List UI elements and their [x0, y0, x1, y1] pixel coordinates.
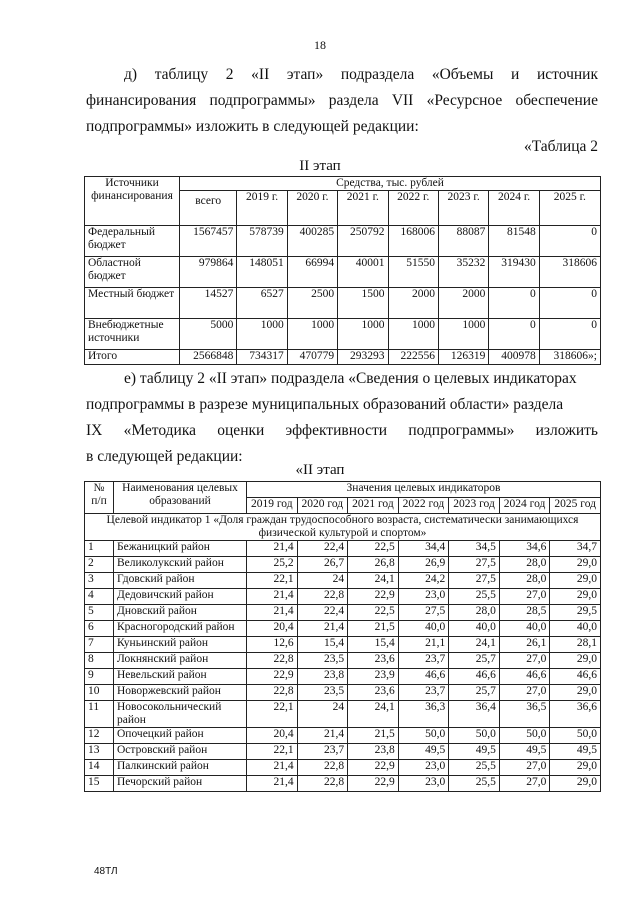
table-row	[85, 760, 601, 776]
value-cell: 22,9	[348, 589, 399, 605]
value-cell: 26,7	[297, 557, 348, 573]
year-header: 2022 г.	[388, 191, 438, 226]
value-cell: 22,1	[247, 744, 298, 760]
value-cell: 21,4	[247, 760, 298, 776]
value-cell: 6527	[237, 288, 287, 319]
value-cell: 22,4	[297, 541, 348, 557]
district-name: Невельский район	[114, 669, 247, 685]
value-cell: 15,4	[297, 637, 348, 653]
value-cell: 29,5	[550, 605, 601, 621]
value-cell: 5000	[180, 319, 237, 350]
paragraph-e	[86, 366, 598, 470]
value-cell: 1000	[438, 319, 488, 350]
table-row	[85, 728, 601, 744]
district-name: Дновский район	[114, 605, 247, 621]
district-name: Печорский район	[114, 776, 247, 792]
word: подпрограммы в разрезе муниципальных образований области» раздела	[86, 396, 564, 413]
value-cell: 27,5	[449, 557, 500, 573]
value-cell: 20,4	[247, 728, 298, 744]
value-cell: 22,9	[348, 760, 399, 776]
table-row	[85, 589, 601, 605]
value-cell: 2500	[287, 288, 337, 319]
value-cell: 23,7	[297, 744, 348, 760]
value-cell: 23,5	[297, 685, 348, 701]
table-row	[85, 776, 601, 792]
value-cell: 22,4	[297, 605, 348, 621]
value-cell: 400978	[489, 350, 539, 365]
value-cell: 66994	[287, 257, 337, 288]
word: VII	[391, 92, 414, 109]
value-cell: 28,0	[449, 605, 500, 621]
word: IX	[86, 422, 103, 439]
district-name: Новоржевский район	[114, 685, 247, 701]
district-name: Опочецкий район	[114, 728, 247, 744]
table-row	[85, 605, 601, 621]
source-name: Областной бюджет	[85, 257, 180, 288]
value-cell: 22,8	[297, 760, 348, 776]
value-cell: 25,5	[449, 776, 500, 792]
value-cell: 578739	[237, 226, 287, 257]
value-cell: 2566848	[180, 350, 237, 365]
value-cell: 21,4	[297, 728, 348, 744]
value-cell: 21,4	[247, 589, 298, 605]
value-cell: 1000	[237, 319, 287, 350]
value-cell: 24	[297, 573, 348, 589]
district-name: Красногородский район	[114, 621, 247, 637]
value-cell: 0	[539, 288, 600, 319]
value-cell: 400285	[287, 226, 337, 257]
word: обеспечение	[515, 92, 598, 109]
header-funds: Средства, тыс. рублей	[180, 177, 601, 191]
value-cell: 40001	[338, 257, 388, 288]
table-row	[85, 319, 601, 350]
year-header: 2023 год	[449, 498, 500, 514]
paragraph-d	[86, 62, 598, 140]
value-cell: 29,0	[550, 589, 601, 605]
value-cell: 293293	[338, 350, 388, 365]
table-row	[85, 541, 601, 557]
district-name: Островский район	[114, 744, 247, 760]
value-cell: 27,0	[499, 589, 550, 605]
value-cell: 250792	[338, 226, 388, 257]
source-name: Местный бюджет	[85, 288, 180, 319]
paragraph-line	[86, 114, 598, 140]
value-cell: 27,5	[398, 605, 449, 621]
value-cell: 46,6	[499, 669, 550, 685]
value-cell: 36,5	[499, 701, 550, 728]
value-cell: 29,0	[550, 573, 601, 589]
value-cell: 21,1	[398, 637, 449, 653]
value-cell: 1500	[338, 288, 388, 319]
word: эффективности	[285, 422, 388, 439]
table-row	[85, 621, 601, 637]
value-cell: 27,0	[499, 685, 550, 701]
value-cell: 26,1	[499, 637, 550, 653]
value-cell: 46,6	[550, 669, 601, 685]
word: «Ресурсное	[426, 92, 503, 109]
value-cell: 2000	[388, 288, 438, 319]
value-cell: 49,5	[398, 744, 449, 760]
row-number: 14	[85, 760, 114, 776]
financing-table	[84, 176, 601, 365]
value-cell: 319430	[489, 257, 539, 288]
indicators-table	[84, 481, 601, 792]
value-cell: 2000	[438, 288, 488, 319]
paragraph-line	[86, 418, 598, 444]
value-cell: 23,7	[398, 653, 449, 669]
year-header: 2025 год	[550, 498, 601, 514]
indicator-row	[85, 514, 601, 541]
year-header: 2024 г.	[489, 191, 539, 226]
value-cell: 29,0	[550, 557, 601, 573]
value-cell: 22,5	[348, 605, 399, 621]
value-cell: 0	[539, 319, 600, 350]
value-cell: 734317	[237, 350, 287, 365]
table-row	[85, 637, 601, 653]
year-header: 2022 год	[398, 498, 449, 514]
value-cell: 23,9	[348, 669, 399, 685]
value-cell: 1000	[338, 319, 388, 350]
value-cell: 27,0	[499, 653, 550, 669]
row-number: 7	[85, 637, 114, 653]
value-cell: 22,1	[247, 701, 298, 728]
row-number: 1	[85, 541, 114, 557]
word: 2	[225, 66, 234, 83]
value-cell: 25,7	[449, 685, 500, 701]
value-cell: 34,4	[398, 541, 449, 557]
header-name: Наименования целевых образований	[114, 482, 247, 514]
value-cell: 50,0	[398, 728, 449, 744]
value-cell: 126319	[438, 350, 488, 365]
source-name: Внебюджетные источники	[85, 319, 180, 350]
value-cell: 470779	[287, 350, 337, 365]
value-cell: 0	[489, 288, 539, 319]
value-cell: 1000	[287, 319, 337, 350]
value-cell: 36,4	[449, 701, 500, 728]
value-cell: 318606	[539, 257, 600, 288]
table-row	[85, 226, 601, 257]
value-cell: 36,6	[550, 701, 601, 728]
table-row	[85, 653, 601, 669]
value-cell: 21,4	[247, 605, 298, 621]
row-number: 6	[85, 621, 114, 637]
district-name: Новосокольнический район	[114, 701, 247, 728]
district-name: Дедовичский район	[114, 589, 247, 605]
word: подпрограммы»	[408, 422, 515, 439]
word: подпрограммы» изложить в следующей редакции:	[86, 118, 419, 135]
row-number: 3	[85, 573, 114, 589]
value-cell: 28,0	[499, 573, 550, 589]
year-header: 2023 г.	[438, 191, 488, 226]
paragraph-line	[86, 88, 598, 114]
value-cell: 23,8	[348, 744, 399, 760]
value-cell: 23,5	[297, 653, 348, 669]
word: источник	[536, 66, 598, 83]
row-number: 9	[85, 669, 114, 685]
value-cell: 27,0	[499, 776, 550, 792]
word: подраздела	[340, 66, 415, 83]
header-values: Значения целевых индикаторов	[247, 482, 601, 498]
value-cell: 50,0	[499, 728, 550, 744]
word: финансирования	[86, 92, 197, 109]
word: д)	[124, 66, 138, 83]
value-cell: 23,0	[398, 760, 449, 776]
value-cell: 49,5	[499, 744, 550, 760]
value-cell: 29,0	[550, 776, 601, 792]
value-cell: 1567457	[180, 226, 237, 257]
word: оценки	[217, 422, 265, 439]
value-cell: 22,8	[247, 685, 298, 701]
word: таблицу	[154, 66, 209, 83]
header-source: Источники финансирования	[85, 177, 180, 226]
value-cell: 20,4	[247, 621, 298, 637]
table-row	[85, 701, 601, 728]
value-cell: 21,5	[348, 728, 399, 744]
value-cell: 40,0	[398, 621, 449, 637]
value-cell: 46,6	[398, 669, 449, 685]
row-number: 12	[85, 728, 114, 744]
value-cell: 28,1	[550, 637, 601, 653]
value-cell: 25,7	[449, 653, 500, 669]
table-row	[85, 685, 601, 701]
value-cell: 22,8	[297, 776, 348, 792]
value-cell: 318606»;	[539, 350, 600, 365]
value-cell: 50,0	[449, 728, 500, 744]
value-cell: 21,4	[247, 776, 298, 792]
table1-caption: II этап	[299, 158, 341, 174]
value-cell: 34,6	[499, 541, 550, 557]
paragraph-line	[86, 392, 598, 418]
value-cell: 23,6	[348, 653, 399, 669]
value-cell: 222556	[388, 350, 438, 365]
value-cell: 81548	[489, 226, 539, 257]
value-cell: 23,7	[398, 685, 449, 701]
row-number: 13	[85, 744, 114, 760]
year-header: 2024 год	[499, 498, 550, 514]
value-cell: 23,0	[398, 776, 449, 792]
value-cell: 21,4	[297, 621, 348, 637]
indicator-title: Целевой индикатор 1 «Доля граждан трудоспособного возраста, систематически занимающихся физической культурой и спортом»	[85, 514, 601, 541]
value-cell: 22,9	[348, 776, 399, 792]
table-row	[85, 744, 601, 760]
value-cell: 0	[539, 226, 600, 257]
value-cell: 24,2	[398, 573, 449, 589]
value-cell: 27,5	[449, 573, 500, 589]
footer-stamp: 48ТЛ	[94, 866, 118, 877]
row-number: 2	[85, 557, 114, 573]
value-cell: 21,5	[348, 621, 399, 637]
year-header: 2020 г.	[287, 191, 337, 226]
value-cell: 29,0	[550, 760, 601, 776]
value-cell: 24,1	[449, 637, 500, 653]
value-cell: 36,3	[398, 701, 449, 728]
table-row	[85, 257, 601, 288]
value-cell: 25,2	[247, 557, 298, 573]
district-name: Бежаницкий район	[114, 541, 247, 557]
word: изложить	[535, 422, 598, 439]
value-cell: 40,0	[499, 621, 550, 637]
value-cell: 15,4	[348, 637, 399, 653]
year-header: 2021 г.	[338, 191, 388, 226]
page-number: 18	[314, 38, 326, 52]
word: в следующей редакции:	[86, 448, 243, 465]
word: подпрограммы»	[209, 92, 316, 109]
table-row	[85, 669, 601, 685]
row-number: 11	[85, 701, 114, 728]
value-cell: 28,0	[499, 557, 550, 573]
value-cell: 34,7	[550, 541, 601, 557]
word: е) таблицу 2 «II этап» подраздела «Сведения о целевых индикаторах	[124, 370, 577, 387]
year-header: 2021 год	[348, 498, 399, 514]
table-row	[85, 557, 601, 573]
word: «Методика	[123, 422, 197, 439]
value-cell: 12,6	[247, 637, 298, 653]
value-cell: 21,4	[247, 541, 298, 557]
district-name: Великолукский район	[114, 557, 247, 573]
table-row	[85, 573, 601, 589]
value-cell: 40,0	[449, 621, 500, 637]
table-row	[85, 288, 601, 319]
district-name: Палкинский район	[114, 760, 247, 776]
row-number: 10	[85, 685, 114, 701]
row-number: 15	[85, 776, 114, 792]
district-name: Гдовский район	[114, 573, 247, 589]
value-cell: 22,8	[247, 653, 298, 669]
word: и	[511, 66, 520, 83]
row-number: 8	[85, 653, 114, 669]
value-cell: 979864	[180, 257, 237, 288]
value-cell: 49,5	[550, 744, 601, 760]
value-cell: 29,0	[550, 685, 601, 701]
table2-caption: «II этап	[295, 462, 345, 478]
row-number: 5	[85, 605, 114, 621]
value-cell: 46,6	[449, 669, 500, 685]
value-cell: 24,1	[348, 701, 399, 728]
row-number: 4	[85, 589, 114, 605]
table1-label: «Таблица 2	[523, 138, 598, 155]
value-cell: 22,1	[247, 573, 298, 589]
header-total: всего	[180, 191, 237, 226]
value-cell: 26,8	[348, 557, 399, 573]
value-cell: 35232	[438, 257, 488, 288]
value-cell: 28,5	[499, 605, 550, 621]
value-cell: 26,9	[398, 557, 449, 573]
value-cell: 23,0	[398, 589, 449, 605]
year-header: 2019 год	[247, 498, 298, 514]
value-cell: 51550	[388, 257, 438, 288]
paragraph-line	[86, 62, 598, 88]
value-cell: 22,8	[297, 589, 348, 605]
paragraph-line	[86, 366, 598, 392]
district-name: Куньинский район	[114, 637, 247, 653]
header-num: № п/п	[85, 482, 114, 514]
value-cell: 40,0	[550, 621, 601, 637]
value-cell: 29,0	[550, 653, 601, 669]
value-cell: 25,5	[449, 589, 500, 605]
value-cell: 23,8	[297, 669, 348, 685]
value-cell: 148051	[237, 257, 287, 288]
source-name: Итого	[85, 350, 180, 365]
value-cell: 168006	[388, 226, 438, 257]
value-cell: 22,5	[348, 541, 399, 557]
value-cell: 24	[297, 701, 348, 728]
value-cell: 1000	[388, 319, 438, 350]
word: «Объемы	[431, 66, 494, 83]
year-header: 2025 г.	[539, 191, 600, 226]
source-name: Федеральный бюджет	[85, 226, 180, 257]
value-cell: 25,5	[449, 760, 500, 776]
value-cell: 88087	[438, 226, 488, 257]
district-name: Локнянский район	[114, 653, 247, 669]
value-cell: 50,0	[550, 728, 601, 744]
year-header: 2019 г.	[237, 191, 287, 226]
year-header: 2020 год	[297, 498, 348, 514]
word: «II	[251, 66, 270, 83]
value-cell: 0	[489, 319, 539, 350]
value-cell: 23,6	[348, 685, 399, 701]
value-cell: 27,0	[499, 760, 550, 776]
table-row	[85, 350, 601, 365]
value-cell: 14527	[180, 288, 237, 319]
word: этап»	[286, 66, 324, 83]
word: раздела	[328, 92, 379, 109]
value-cell: 22,9	[247, 669, 298, 685]
value-cell: 49,5	[449, 744, 500, 760]
value-cell: 34,5	[449, 541, 500, 557]
value-cell: 24,1	[348, 573, 399, 589]
